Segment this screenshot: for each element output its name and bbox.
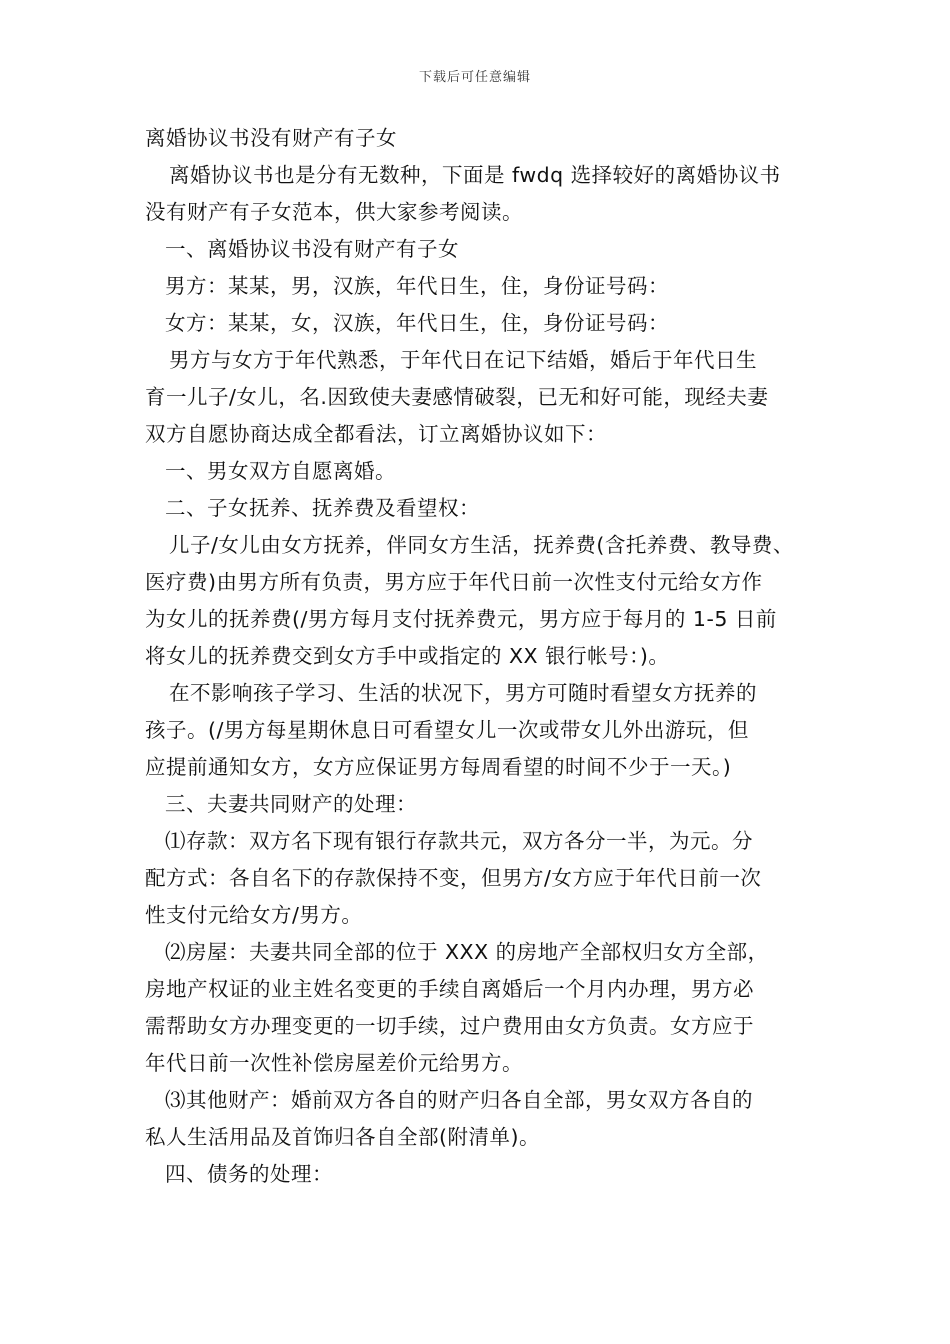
text-line: ⑵房屋：夫妻共同全部的位于 XXX 的房地产全部权归女方全部， bbox=[165, 940, 769, 964]
document-body bbox=[145, 120, 825, 1193]
text-line: 离婚协议书没有财产有子女 bbox=[145, 126, 397, 150]
text-line: 房地产权证的业主姓名变更的手续自离婚后一个月内办理，男方必 bbox=[145, 977, 754, 1001]
text-line: 配方式：各自名下的存款保持不变，但男方/女方应于年代日前一次 bbox=[145, 866, 762, 890]
text-line: 男方与女方于年代熟悉，于年代日在记下结婚，婚后于年代日生 bbox=[169, 348, 757, 372]
text-line: 离婚协议书也是分有无数种，下面是 fwdq 选择较好的离婚协议书 bbox=[169, 163, 781, 187]
text-line: ⑴存款：双方名下现有银行存款共元，双方各分一半，为元。分 bbox=[165, 829, 753, 853]
text-line: 四、债务的处理： bbox=[165, 1162, 333, 1186]
text-line: 将女儿的抚养费交到女方手中或指定的 XX 银行帐号：)。 bbox=[145, 644, 670, 668]
text-line: 一、男女双方自愿离婚。 bbox=[165, 459, 396, 483]
text-line: 需帮助女方办理变更的一切手续，过户费用由女方负责。女方应于 bbox=[145, 1014, 754, 1038]
text-line: 双方自愿协商达成全都看法，订立离婚协议如下： bbox=[145, 422, 607, 446]
text-line: 女方：某某，女，汉族，年代日生，住，身份证号码： bbox=[165, 311, 669, 335]
text-line: 年代日前一次性补偿房屋差价元给男方。 bbox=[145, 1051, 523, 1075]
text-line: 为女儿的抚养费(/男方每月支付抚养费元，男方应于每月的 1-5 日前 bbox=[145, 607, 777, 631]
page-header: 下载后可任意编辑 bbox=[418, 70, 531, 85]
text-line: 儿子/女儿由女方抚养，伴同女方生活，抚养费(含托养费、教导费、 bbox=[169, 533, 794, 557]
text-line: 私人生活用品及首饰归各自全部(附清单)。 bbox=[145, 1125, 540, 1149]
text-line: 医疗费)由男方所有负责，男方应于年代日前一次性支付元给女方作 bbox=[145, 570, 763, 594]
text-line: 育一儿子/女儿，名.因致使夫妻感情破裂，已无和好可能，现经夫妻 bbox=[145, 385, 769, 409]
text-line: ⑶其他财产：婚前双方各自的财产归各自全部，男女双方各自的 bbox=[165, 1088, 753, 1112]
text-line: 男方：某某，男，汉族，年代日生，住，身份证号码： bbox=[165, 274, 669, 298]
text-line: 性支付元给女方/男方。 bbox=[145, 903, 363, 927]
text-line: 三、夫妻共同财产的处理： bbox=[165, 792, 417, 816]
text-line: 二、子女抚养、抚养费及看望权： bbox=[165, 496, 480, 520]
text-line: 在不影响孩子学习、生活的状况下，男方可随时看望女方抚养的 bbox=[169, 681, 757, 705]
text-line: 一、离婚协议书没有财产有子女 bbox=[165, 237, 459, 261]
text-line: 没有财产有子女范本，供大家参考阅读。 bbox=[145, 200, 523, 224]
text-line: 孩子。(/男方每星期休息日可看望女儿一次或带女儿外出游玩，但 bbox=[145, 718, 749, 742]
text-line: 应提前通知女方，女方应保证男方每周看望的时间不少于一天。) bbox=[145, 755, 732, 779]
